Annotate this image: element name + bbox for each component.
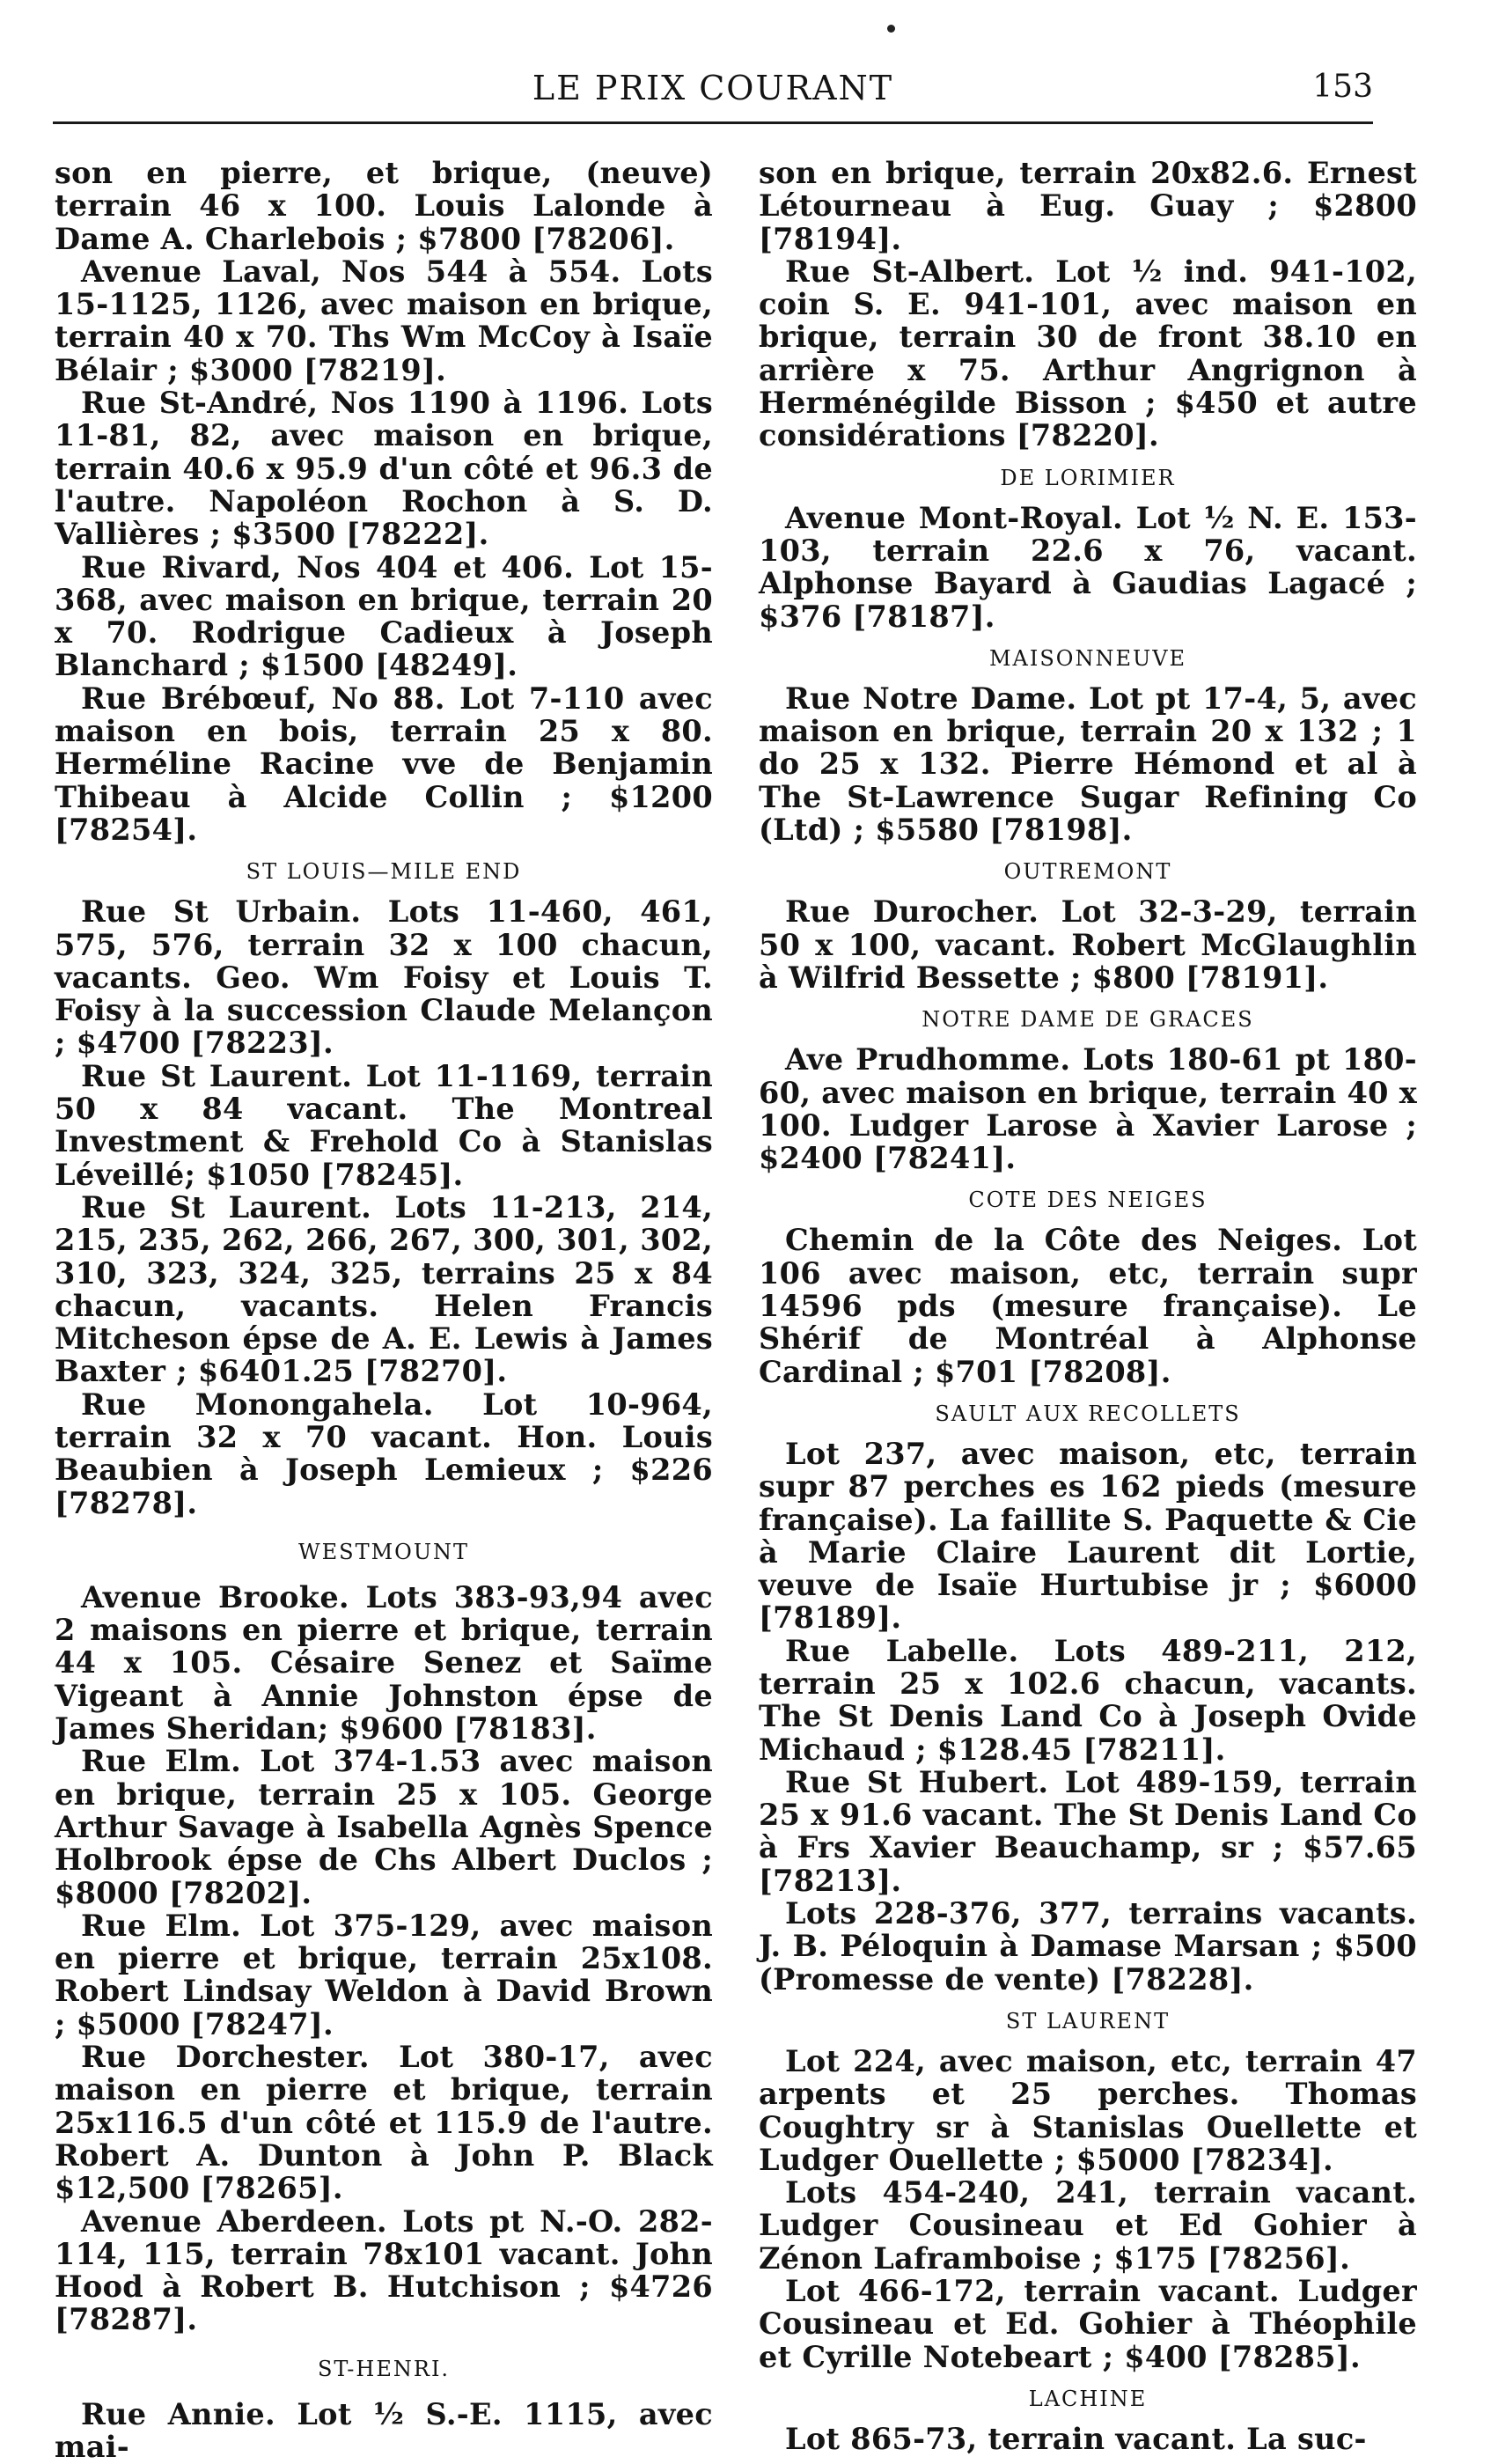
page-header bbox=[53, 69, 1373, 123]
transaction-entry: Ave Prudhomme. Lots 180-61 pt 180-60, avec maison en brique, terrain 40 x 100. Ludger Larose à Xavier Larose ; $2400 [78241]. bbox=[759, 1042, 1417, 1176]
transaction-entry: Rue Durocher. Lot 32-3-29, terrain 50 x 100, vacant. Robert McGlaughlin à Wilfrid Bessette ; $800 [78191]. bbox=[759, 894, 1417, 995]
transaction-entry: Rue St Hubert. Lot 489-159, terrain 25 x 91.6 vacant. The St Denis Land Co à Frs Xavier Beauchamp, sr ; $57.65 [78213]. bbox=[759, 1764, 1417, 1898]
transaction-entry: Rue Annie. Lot ½ S.-E. 1115, avec mai- bbox=[55, 2396, 713, 2464]
section-heading: ST LAURENT bbox=[1005, 2008, 1171, 2034]
transaction-entry: son en brique, terrain 20x82.6. Ernest Létourneau à Eug. Guay ; $2800 [78194]. bbox=[759, 156, 1417, 256]
transaction-entry: Rue Elm. Lot 375-129, avec maison en pierre et brique, terrain 25x108. Robert Lindsay Weldon à David Brown ; $5000 [78247]. bbox=[55, 1908, 713, 2041]
page-number: 153 bbox=[1312, 69, 1373, 105]
section-heading: ST-HENRI. bbox=[317, 2356, 451, 2381]
transaction-entry: Rue Rivard, Nos 404 et 406. Lot 15-368, avec maison en brique, terrain 20 x 70. Rodrigue Cadieux à Joseph Blanchard ; $1500 [48249]. bbox=[55, 549, 713, 683]
ink-speck bbox=[887, 25, 895, 33]
transaction-entry: son en pierre, et brique, (neuve) terrain 46 x 100. Louis Lalonde à Dame A. Charlebois ; $7800 [78206]. bbox=[55, 156, 713, 256]
transaction-entry: Lot 466-172, terrain vacant. Ludger Cousineau et Ed. Gohier à Théophile et Cyrille Notebeart ; $400 [78285]. bbox=[759, 2274, 1417, 2374]
transaction-entry: Rue Notre Dame. Lot pt 17-4, 5, avec maison en brique, terrain 20 x 132 ; 1 do 25 x 132. Pierre Hémond et al à The St-Lawrence Sugar Refining Co (Ltd) ; $5580 [78198]. bbox=[759, 680, 1417, 848]
section-heading: WESTMOUNT bbox=[297, 1539, 470, 1564]
transaction-entry: Avenue Laval, Nos 544 à 554. Lots 15-1125, 1126, avec maison en brique, terrain 40 x 70. Ths Wm McCoy à Isaïe Bélair ; $3000 [78219]. bbox=[55, 254, 713, 387]
transaction-entry: Rue St-André, Nos 1190 à 1196. Lots 11-81, 82, avec maison en brique, terrain 40.6 x 95.9 d'un côté et 96.3 de l'autre. Napoléon Rochon à S. D. Vallières ; $3500 [78222]. bbox=[55, 386, 713, 552]
right-column bbox=[759, 157, 1417, 2455]
transaction-entry: Lots 454-240, 241, terrain vacant. Ludger Cousineau et Ed Gohier à Zénon Laframboise ; $175 [78256]. bbox=[759, 2175, 1417, 2276]
transaction-entry: Avenue Aberdeen. Lots pt N.-O. 282-114, 115, terrain 78x101 vacant. John Hood à Robert B. Hutchison ; $4726 [78287]. bbox=[55, 2203, 713, 2337]
transaction-entry: Lot 237, avec maison, etc, terrain supr 87 perches es 162 pieds (mesure française). La faillite S. Paquette & Cie à Marie Claire Laurent dit Lortie, veuve de Isaïe Hurtubise jr ; $6000 [78189]. bbox=[759, 1436, 1417, 1636]
section-heading: DE LORIMIER bbox=[1000, 465, 1176, 490]
section-heading: SAULT AUX RECOLLETS bbox=[935, 1401, 1241, 1426]
section-heading: OUTREMONT bbox=[1003, 859, 1172, 885]
transaction-entry: Chemin de la Côte des Neiges. Lot 106 avec maison, etc, terrain supr 14596 pds (mesure française). Le Shérif de Montréal à Alphonse Cardinal ; $701 [78208]. bbox=[759, 1223, 1417, 1389]
transaction-entry: Rue St Laurent. Lots 11-213, 214, 215, 235, 262, 266, 267, 300, 301, 302, 310, 323, 324, 325, terrains 25 x 84 chacun, vacants. Helen Francis Mitcheson épse de A. E. Lewis à James Baxter ; $6401.25 [78270]. bbox=[55, 1189, 713, 1389]
transaction-entry: Rue St-Albert. Lot ½ ind. 941-102, coin S. E. 941-101, avec maison en brique, terrain 30 de front 38.10 en arrière x 75. Arthur Angrignon à Herménégilde Bisson ; $450 et autre considérations [78220]. bbox=[759, 254, 1417, 453]
transaction-entry: Avenue Brooke. Lots 383-93,94 avec 2 maisons en pierre et brique, terrain 44 x 105. Césaire Senez et Saïme Vigeant à Annie Johnston épse de James Sheridan; $9600 [78183]. bbox=[55, 1579, 713, 1747]
transaction-entry: Lot 224, avec maison, etc, terrain 47 arpents et 25 perches. Thomas Coughtry sr à Stanislas Ouellette et Ludger Ouellette ; $5000 [78234]. bbox=[759, 2043, 1417, 2177]
section-heading: COTE DES NEIGES bbox=[968, 1188, 1208, 1213]
transaction-entry: Rue Labelle. Lots 489-211, 212, terrain 25 x 102.6 chacun, vacants. The St Denis Land Co à Joseph Ovide Michaud ; $128.45 [78211]. bbox=[759, 1633, 1417, 1767]
section-heading: MAISONNEUVE bbox=[988, 645, 1187, 671]
transaction-entry: Rue Elm. Lot 374-1.53 avec maison en brique, terrain 25 x 105. George Arthur Savage à Isabella Agnès Spence Holbrook épse de Chs Albert Duclos ; $8000 [78202]. bbox=[55, 1744, 713, 1910]
transaction-entry: Rue Brébœuf, No 88. Lot 7-110 avec maison en bois, terrain 25 x 80. Herméline Racine vve de Benjamin Thibeau à Alcide Collin ; $1200 [78254]. bbox=[55, 680, 713, 847]
transaction-entry: Rue Dorchester. Lot 380-17, avec maison en pierre et brique, terrain 25x116.5 d'un côté et 115.9 de l'autre. Robert A. Dunton à John P. Black $12,500 [78265]. bbox=[55, 2040, 713, 2206]
section-heading: LACHINE bbox=[1028, 2386, 1148, 2411]
transaction-entry: Rue Monongahela. Lot 10-964, terrain 32 x 70 vacant. Hon. Louis Beaubien à Joseph Lemieux ; $226 [78278]. bbox=[55, 1386, 713, 1520]
left-column bbox=[55, 157, 713, 2463]
transaction-entry: Rue St Laurent. Lot 11-1169, terrain 50 x 84 vacant. The Montreal Investment & Frehold Co à Stanislas Léveillé; $1050 [78245]. bbox=[55, 1058, 713, 1192]
transaction-entry: Rue St Urbain. Lots 11-460, 461, 575, 576, terrain 32 x 100 chacun, vacants. Geo. Wm Foisy et Louis T. Foisy à la succession Claude Melançon ; $4700 [78223]. bbox=[55, 894, 713, 1061]
journal-title: LE PRIX COURANT bbox=[532, 69, 894, 107]
transaction-entry: Lot 865-73, terrain vacant. La suc- bbox=[785, 2421, 1367, 2456]
transaction-entry: Avenue Mont-Royal. Lot ½ N. E. 153-103, terrain 22.6 x 76, vacant. Alphonse Bayard à Gaudias Lagacé ; $376 [78187]. bbox=[759, 500, 1417, 634]
section-heading: NOTRE DAME DE GRACES bbox=[922, 1007, 1254, 1033]
transaction-entry: Lots 228-376, 377, terrains vacants. J. B. Péloquin à Damase Marsan ; $500 (Promesse de vente) [78228]. bbox=[759, 1896, 1417, 1997]
section-heading: ST LOUIS—MILE END bbox=[246, 859, 522, 885]
header-rule bbox=[53, 121, 1373, 124]
